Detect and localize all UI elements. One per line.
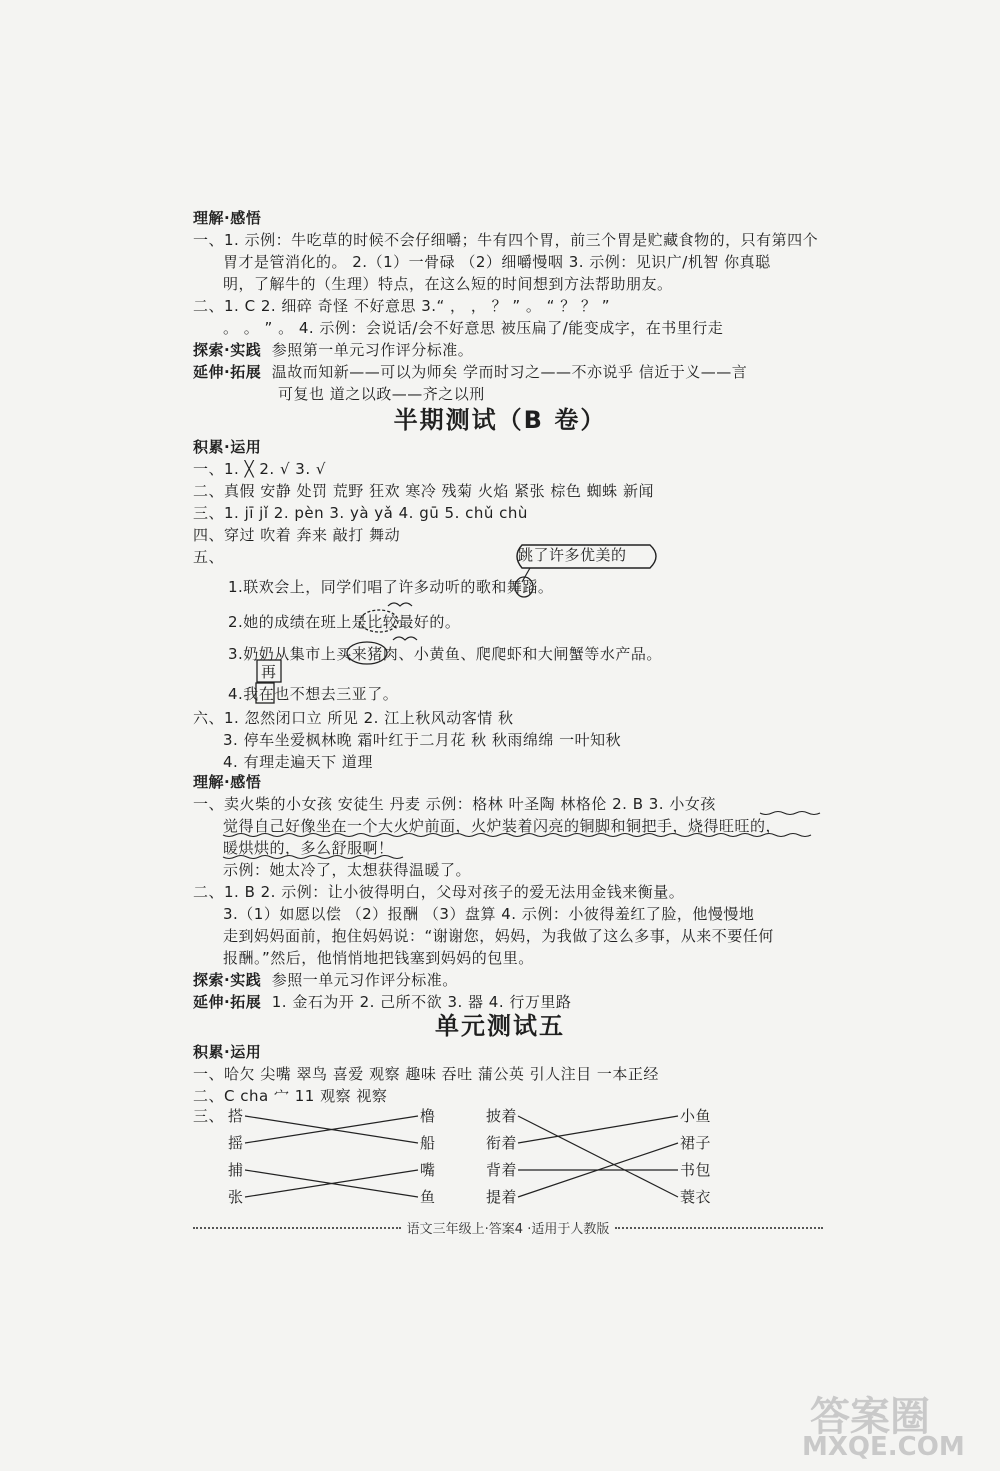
text-line: 胃才是管消化的。 2.（1）一骨碌 （2）细嚼慢咽 3. 示例：见识广/机智 你真聪: [223, 253, 771, 271]
text-line: 一、哈欠 尖嘴 翠鸟 喜爱 观察 趣味 吞吐 蒲公英 引人注目 一本正经: [193, 1065, 659, 1083]
match-right-word: 鱼: [420, 1188, 436, 1206]
section-heading: 理解·感悟: [193, 209, 262, 227]
text-line: 五、: [193, 548, 225, 566]
section-heading: 延伸·拓展: [193, 993, 262, 1011]
replacement-box: [257, 660, 281, 682]
match-line: [518, 1116, 678, 1143]
match-right-word: 小鱼: [680, 1107, 712, 1125]
match-right-word: 裙子: [680, 1134, 712, 1152]
text-line: 二、1. C 2. 细碎 奇怪 不好意思 3.“ ， ， ？ ” 。 “ ？ ？ ”: [193, 297, 611, 315]
section-heading: 积累·运用: [193, 1043, 262, 1061]
text-line: 3. 停车坐爱枫林晚 霜叶红于二月花 秋 秋雨绵绵 一叶知秋: [223, 731, 622, 749]
text-line: 二、真假 安静 处罚 荒野 狂欢 寒冷 残菊 火焰 紧张 棕色 蜘蛛 新闻: [193, 482, 654, 500]
match-right-word: 船: [420, 1134, 436, 1152]
text-line: 二、1. B 2. 示例：让小彼得明白，父母对孩子的爱无法用金钱来衡量。: [193, 883, 685, 901]
text-line: 一、卖火柴的小女孩 安徒生 丹麦 示例：格林 叶圣陶 林格伦 2. B 3. 小女孩: [193, 795, 716, 813]
deletion-cloud: [360, 610, 398, 632]
section-heading: 理解·感悟: [193, 773, 262, 791]
watermark-logo: 答案圈: [810, 1394, 930, 1440]
text-line: 三、1. jī jǐ 2. pèn 3. yà yǎ 4. gū 5. chǔ chù: [193, 504, 528, 522]
text-line: 参照一单元习作评分标准。: [271, 971, 458, 989]
match-left-word: 摇: [228, 1134, 244, 1152]
match-left-word: 提着: [486, 1188, 518, 1206]
circle-mark: [347, 642, 387, 664]
match-left-word: 衔着: [486, 1134, 518, 1152]
text-line: 六、1. 忽然闭口立 所见 2. 江上秋风动客情 秋: [193, 709, 514, 727]
text-line: 参照第一单元习作评分标准。: [271, 341, 474, 359]
footer-divider: [615, 1227, 823, 1229]
watermark-url: MXQE.COM: [802, 1432, 965, 1462]
match-right-word: 橹: [420, 1107, 436, 1125]
correction-box-text: 再: [261, 663, 277, 681]
text-line: 4. 有理走遍天下 道理: [223, 753, 373, 771]
correction-sentence: 2.她的成绩在班上是比较最好的。: [228, 613, 461, 631]
insertion-pointer: [522, 568, 530, 582]
insertion-bubble: [517, 545, 656, 568]
match-right-word: 书包: [680, 1161, 712, 1179]
text-line: 明，了解牛的（生理）特点，在这么短的时间想到方法帮助朋友。: [223, 275, 673, 293]
text-line: 可复也 道之以政——齐之以刑: [278, 385, 485, 403]
match-left-word: 背着: [486, 1161, 518, 1179]
page-footer: [193, 1218, 823, 1237]
text-line: 一、1. 示例：牛吃草的时候不会仔细嚼；牛有四个胃，前三个胃是贮藏食物的，只有第四个: [193, 231, 819, 249]
replacement-target-box: [256, 683, 274, 703]
correction-sentence: 4.我在也不想去三亚了。: [228, 685, 399, 703]
section-heading: 探索·实践: [193, 341, 262, 359]
match-left-word: 披着: [486, 1107, 518, 1125]
correction-sentence: 1.联欢会上，同学们唱了许多动听的歌和舞蹈。: [228, 578, 554, 596]
text-line: 四、穿过 吹着 奔来 敲打 舞动: [193, 526, 401, 544]
text-line: 暖烘烘的，多么舒服啊！: [223, 839, 394, 857]
match-right-word: 蓑衣: [680, 1188, 712, 1206]
match-right-word: 嘴: [420, 1161, 436, 1179]
correction-bubble-text: 跳了许多优美的: [518, 546, 627, 564]
text-line: 走到妈妈面前，抱住妈妈说：“谢谢您，妈妈，为我做了这么多事，从来不要任何: [223, 927, 774, 945]
text-line: 报酬。”然后，他悄悄地把钱塞到妈妈的包里。: [223, 949, 534, 967]
text-line: 二、C cha 宀 11 观察 视察: [193, 1087, 388, 1105]
match-left-word: 搭: [228, 1107, 244, 1125]
wavy-underline: [223, 834, 811, 837]
footer-divider: [193, 1227, 401, 1229]
match-left-word: 张: [228, 1188, 244, 1206]
wavy-underline: [223, 856, 403, 859]
match-left-word: 捕: [228, 1161, 244, 1179]
footer-text: 语文三年级上·答案4 ·适用于人教版: [406, 1222, 610, 1237]
match-line: [518, 1116, 678, 1197]
correction-sentence: 3.奶奶从集市上买来猪肉、小黄鱼、爬爬虾和大闸蟹等水产品。: [228, 645, 662, 663]
deletion-curl: [388, 603, 412, 606]
section-heading: 延伸·拓展: [193, 363, 262, 381]
text-line: 三、: [193, 1107, 225, 1125]
section-title: 单元测试五: [435, 1012, 565, 1040]
text-line: 3.（1）如愿以偿 （2）报酬 （3）盘算 4. 示例：小彼得羞红了脸，他慢慢地: [223, 905, 755, 923]
text-line: 1. 金石为开 2. 己所不欲 3. 器 4. 行万里路: [271, 993, 572, 1011]
text-line: 示例：她太冷了，太想获得温暖了。: [223, 861, 472, 879]
text-line: 觉得自己好像坐在一个大火炉前面，火炉装着闪亮的铜脚和铜把手，烧得旺旺的，: [223, 817, 782, 835]
section-heading: 积累·运用: [193, 438, 262, 456]
text-line: 温故而知新——可以为师矣 学而时习之——不亦说乎 信近于义——言: [271, 363, 748, 381]
text-line: 一、1. ╳ 2. √ 3. √: [193, 460, 326, 478]
circle-mark: [515, 577, 533, 597]
section-title: 半期测试（B 卷）: [393, 406, 607, 434]
swap-curl: [393, 637, 417, 640]
section-heading: 探索·实践: [193, 971, 262, 989]
text-line: 。 。 ” 。 4. 示例：会说话/会不好意思 被压扁了/能变成字，在书里行走: [223, 319, 724, 337]
wavy-underline: [760, 812, 820, 815]
